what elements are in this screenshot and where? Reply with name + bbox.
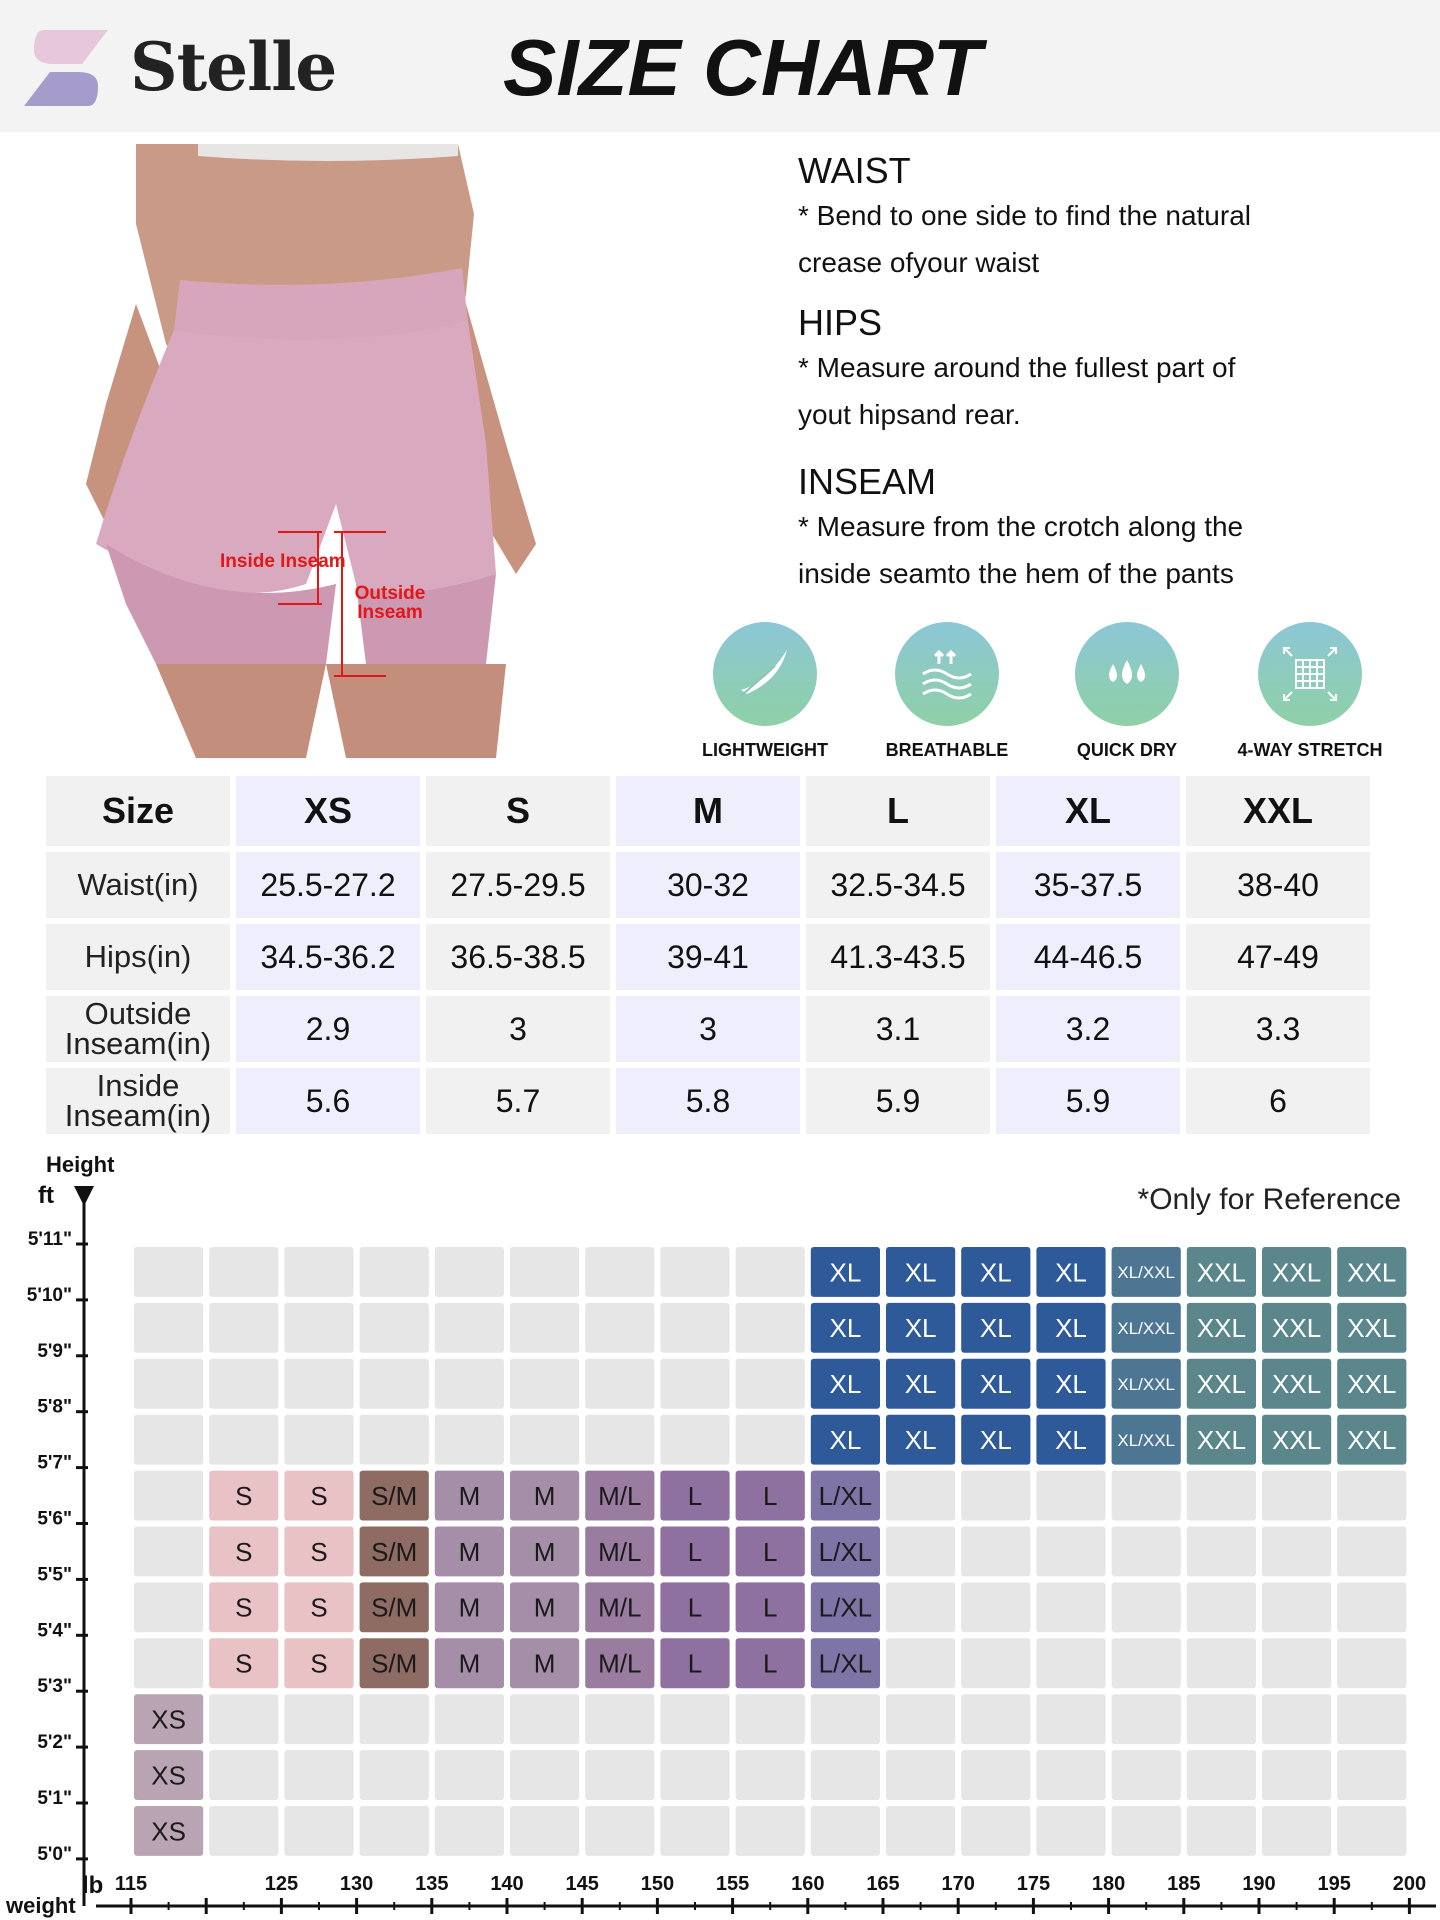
table-cell: 35-37.5 <box>996 852 1180 918</box>
x-tick-label: 130 <box>339 1873 374 1895</box>
empty-cell <box>660 1303 729 1353</box>
inseam-line-1: * Measure from the crotch along the <box>798 511 1244 542</box>
x-tick-label: 165 <box>866 1873 900 1895</box>
feature-label: 4-WAY STRETCH <box>1237 740 1383 760</box>
empty-cell <box>1036 1638 1105 1688</box>
empty-cell <box>1187 1750 1256 1800</box>
row-label: Waist(in) <box>46 852 230 918</box>
empty-cell <box>134 1415 203 1465</box>
y-axis-arrow-icon <box>74 1186 94 1206</box>
empty-cell <box>1036 1471 1105 1521</box>
size-cell-label: S <box>310 1536 328 1567</box>
brand-name: Stelle <box>130 28 337 106</box>
x-tick-label: 200 <box>1392 1873 1427 1895</box>
empty-cell <box>1112 1638 1181 1688</box>
empty-cell <box>360 1359 429 1409</box>
x-tick-label: 185 <box>1167 1873 1201 1895</box>
empty-cell <box>360 1303 429 1353</box>
empty-cell <box>660 1806 729 1856</box>
size-cell-label: M <box>458 1648 481 1679</box>
feature-label: BREATHABLE <box>885 740 1009 760</box>
empty-cell <box>736 1806 805 1856</box>
feature-label: QUICK DRY <box>1076 740 1178 760</box>
empty-cell <box>1187 1694 1256 1744</box>
size-cell-label: XL <box>979 1313 1012 1344</box>
feature-label: LIGHTWEIGHT <box>702 740 828 760</box>
empty-cell <box>1036 1806 1105 1856</box>
empty-cell <box>961 1582 1030 1632</box>
empty-cell <box>134 1471 203 1521</box>
empty-cell <box>886 1527 955 1577</box>
empty-cell <box>1337 1806 1406 1856</box>
empty-cell <box>1262 1582 1331 1632</box>
empty-cell <box>1187 1638 1256 1688</box>
empty-cell <box>284 1750 353 1800</box>
size-cell-label: M <box>458 1592 481 1623</box>
empty-cell <box>585 1247 654 1297</box>
empty-cell <box>1262 1806 1331 1856</box>
empty-cell <box>736 1750 805 1800</box>
x-tick-label: 195 <box>1317 1873 1351 1895</box>
empty-cell <box>1337 1694 1406 1744</box>
empty-cell <box>1337 1638 1406 1688</box>
size-cell-label: S <box>235 1592 253 1623</box>
empty-cell <box>360 1806 429 1856</box>
empty-cell <box>660 1694 729 1744</box>
size-cell-label: L <box>762 1648 778 1679</box>
size-cell-label: XL <box>829 1257 862 1288</box>
table-cell: 3 <box>616 996 800 1062</box>
y-tick-label: 5'9" <box>37 1340 72 1362</box>
y-tick-label: 5'1" <box>37 1788 72 1809</box>
table-cell: 41.3-43.5 <box>806 924 990 990</box>
size-cell-label: XXL <box>1272 1313 1322 1344</box>
y-tick-label: 5'3" <box>37 1676 72 1698</box>
size-cell-label: S/M <box>371 1648 418 1679</box>
size-header-s: S <box>426 776 610 846</box>
size-header-l: L <box>806 776 990 846</box>
waist-heading: WAIST <box>798 150 911 191</box>
empty-cell <box>435 1359 504 1409</box>
empty-cell <box>1337 1471 1406 1521</box>
empty-cell <box>585 1694 654 1744</box>
table-cell: 5.8 <box>616 1068 800 1134</box>
size-cell-label: XXL <box>1347 1425 1397 1456</box>
waist-line-2: crease ofyour waist <box>798 247 1040 278</box>
size-cell-label: M/L <box>598 1480 642 1511</box>
x-axis-unit: lb <box>82 1872 104 1899</box>
size-cell-label: L/XL <box>818 1536 873 1567</box>
empty-cell <box>134 1582 203 1632</box>
size-cell-label: XXL <box>1196 1257 1246 1288</box>
empty-cell <box>886 1638 955 1688</box>
size-cell-label: XL <box>1055 1257 1087 1288</box>
size-cell-label: XXL <box>1196 1313 1246 1344</box>
empty-cell <box>1112 1806 1181 1856</box>
empty-cell <box>1262 1471 1331 1521</box>
size-cell-label: L <box>687 1592 703 1623</box>
empty-cell <box>284 1303 353 1353</box>
table-cell: 47-49 <box>1186 924 1370 990</box>
size-cell-label: XL <box>979 1425 1012 1456</box>
x-tick-label: 135 <box>415 1873 449 1895</box>
empty-cell <box>360 1694 429 1744</box>
empty-cell <box>209 1303 278 1353</box>
empty-cell <box>886 1694 955 1744</box>
empty-cell <box>209 1750 278 1800</box>
empty-cell <box>811 1806 880 1856</box>
empty-cell <box>1262 1694 1331 1744</box>
empty-cell <box>1036 1527 1105 1577</box>
size-cell-label: L <box>687 1480 703 1511</box>
empty-cell <box>736 1359 805 1409</box>
empty-cell <box>585 1303 654 1353</box>
y-tick-label: 5'5" <box>37 1564 72 1586</box>
y-tick-label: 5'7" <box>37 1452 72 1474</box>
size-cell-label: XL <box>904 1257 937 1288</box>
empty-cell <box>1036 1582 1105 1632</box>
y-tick-label: 5'11" <box>27 1229 72 1250</box>
empty-cell <box>360 1247 429 1297</box>
empty-cell <box>1262 1750 1331 1800</box>
empty-cell <box>961 1750 1030 1800</box>
empty-cell <box>585 1359 654 1409</box>
table-cell: 38-40 <box>1186 852 1370 918</box>
table-cell: 44-46.5 <box>996 924 1180 990</box>
table-cell: 5.9 <box>806 1068 990 1134</box>
size-cell-label: XL <box>1055 1369 1087 1400</box>
empty-cell <box>660 1359 729 1409</box>
size-cell-label: XS <box>151 1760 186 1791</box>
reference-note: *Only for Reference <box>1137 1183 1401 1216</box>
empty-cell <box>585 1415 654 1465</box>
empty-cell <box>1187 1527 1256 1577</box>
table-cell: 36.5-38.5 <box>426 924 610 990</box>
empty-cell <box>510 1806 579 1856</box>
size-cell-label: XL <box>904 1313 937 1344</box>
table-cell: 5.7 <box>426 1068 610 1134</box>
table-cell: 27.5-29.5 <box>426 852 610 918</box>
empty-cell <box>134 1638 203 1688</box>
empty-cell <box>736 1415 805 1465</box>
empty-cell <box>209 1415 278 1465</box>
size-cell-label: L/XL <box>818 1592 873 1623</box>
empty-cell <box>209 1359 278 1409</box>
empty-cell <box>435 1694 504 1744</box>
table-cell: 6 <box>1186 1068 1370 1134</box>
hips-line-2: yout hipsand rear. <box>798 399 1021 430</box>
empty-cell <box>736 1247 805 1297</box>
size-cell-label: XS <box>151 1704 186 1735</box>
size-cell-label: XL <box>829 1369 862 1400</box>
size-cell-label: L/XL <box>818 1480 873 1511</box>
size-cell-label: XL/XXL <box>1117 1263 1176 1283</box>
empty-cell <box>510 1694 579 1744</box>
empty-cell <box>1112 1582 1181 1632</box>
size-cell-label: M <box>533 1592 556 1623</box>
empty-cell <box>811 1750 880 1800</box>
empty-cell <box>209 1694 278 1744</box>
empty-cell <box>736 1694 805 1744</box>
size-cell-label: XXL <box>1196 1369 1246 1400</box>
empty-cell <box>284 1806 353 1856</box>
empty-cell <box>585 1750 654 1800</box>
size-cell-label: S/M <box>371 1536 418 1567</box>
size-cell-label: L <box>762 1592 778 1623</box>
size-cell-label: L/XL <box>818 1648 873 1679</box>
size-cell-label: S <box>235 1648 253 1679</box>
empty-cell <box>886 1750 955 1800</box>
y-tick-label: 5'4" <box>37 1620 72 1642</box>
size-cell-label: M <box>458 1536 481 1567</box>
empty-cell <box>510 1415 579 1465</box>
empty-cell <box>134 1247 203 1297</box>
size-cell-label: XL <box>1055 1313 1087 1344</box>
size-header-xs: XS <box>236 776 420 846</box>
size-cell-label: L <box>687 1536 703 1567</box>
size-cell-label: S <box>235 1536 253 1567</box>
empty-cell <box>961 1471 1030 1521</box>
empty-cell <box>961 1638 1030 1688</box>
empty-cell <box>510 1247 579 1297</box>
empty-cell <box>360 1750 429 1800</box>
size-cell-label: XL <box>1055 1425 1087 1456</box>
empty-cell <box>1112 1527 1181 1577</box>
size-cell-label: M <box>458 1480 481 1511</box>
size-cell-label: XS <box>151 1816 186 1847</box>
table-cell: 34.5-36.2 <box>236 924 420 990</box>
empty-cell <box>284 1694 353 1744</box>
outside-inseam-label: Outside Inseam <box>354 583 426 623</box>
x-tick-label: 150 <box>640 1873 675 1895</box>
hips-heading: HIPS <box>798 302 883 343</box>
empty-cell <box>1112 1694 1181 1744</box>
empty-cell <box>209 1247 278 1297</box>
size-header-label: Size <box>46 776 230 846</box>
size-cell-label: XXL <box>1347 1369 1397 1400</box>
size-cell-label: XL <box>904 1369 937 1400</box>
empty-cell <box>134 1527 203 1577</box>
empty-cell <box>435 1415 504 1465</box>
size-cell-label: M/L <box>598 1536 642 1567</box>
row-label-line: Outside <box>84 996 192 1031</box>
x-axis-label: weight <box>6 1893 76 1918</box>
empty-cell <box>284 1359 353 1409</box>
inseam-heading: INSEAM <box>798 461 937 502</box>
empty-cell <box>1036 1750 1105 1800</box>
empty-cell <box>961 1806 1030 1856</box>
empty-cell <box>886 1471 955 1521</box>
x-tick-label: 160 <box>791 1873 825 1895</box>
empty-cell <box>510 1750 579 1800</box>
y-axis-label: Height <box>46 1152 115 1177</box>
empty-cell <box>134 1359 203 1409</box>
empty-cell <box>811 1694 880 1744</box>
table-cell: 3.2 <box>996 996 1180 1062</box>
table-cell: 3.3 <box>1186 996 1370 1062</box>
empty-cell <box>510 1359 579 1409</box>
size-cell-label: XXL <box>1196 1425 1246 1456</box>
empty-cell <box>585 1806 654 1856</box>
empty-cell <box>660 1415 729 1465</box>
size-cell-label: XL <box>979 1257 1012 1288</box>
empty-cell <box>886 1582 955 1632</box>
empty-cell <box>510 1303 579 1353</box>
size-cell-label: XXL <box>1272 1257 1322 1288</box>
empty-cell <box>1337 1527 1406 1577</box>
x-tick-label: 115 <box>114 1873 148 1895</box>
x-tick-label: 180 <box>1091 1873 1126 1895</box>
row-label-line: Inseam(in) <box>64 1098 212 1133</box>
table-cell: 5.9 <box>996 1068 1180 1134</box>
y-tick-label: 5'2" <box>37 1732 72 1754</box>
empty-cell <box>1187 1806 1256 1856</box>
empty-cell <box>961 1694 1030 1744</box>
y-axis-unit: ft <box>38 1182 54 1209</box>
size-cell-label: L <box>687 1648 703 1679</box>
waist-line-1: * Bend to one side to find the natural <box>798 200 1251 231</box>
y-tick-label: 5'0" <box>37 1843 72 1865</box>
empty-cell <box>1112 1750 1181 1800</box>
y-tick-label: 5'8" <box>37 1396 72 1418</box>
size-header-m: M <box>616 776 800 846</box>
table-cell: 3 <box>426 996 610 1062</box>
size-cell-label: XXL <box>1347 1257 1397 1288</box>
size-cell-label: S <box>310 1592 328 1623</box>
size-cell-label: S/M <box>371 1592 418 1623</box>
empty-cell <box>360 1415 429 1465</box>
size-cell-label: XL <box>829 1425 862 1456</box>
table-cell: 5.6 <box>236 1068 420 1134</box>
x-tick-label: 170 <box>941 1873 975 1895</box>
empty-cell <box>209 1806 278 1856</box>
table-cell: 39-41 <box>616 924 800 990</box>
page-title: SIZE CHART <box>503 23 982 112</box>
size-cell-label: S <box>310 1480 328 1511</box>
size-cell-label: M/L <box>598 1592 642 1623</box>
size-cell-label: XL <box>979 1369 1012 1400</box>
size-cell-label: XXL <box>1347 1313 1397 1344</box>
row-label-line: Inseam(in) <box>64 1026 212 1061</box>
empty-cell <box>435 1247 504 1297</box>
size-header-xl: XL <box>996 776 1180 846</box>
empty-cell <box>134 1303 203 1353</box>
size-cell-label: M/L <box>598 1648 642 1679</box>
empty-cell <box>1036 1694 1105 1744</box>
empty-cell <box>1337 1582 1406 1632</box>
table-cell: 25.5-27.2 <box>236 852 420 918</box>
size-cell-label: M <box>533 1536 556 1567</box>
table-cell: 2.9 <box>236 996 420 1062</box>
table-cell: 3.1 <box>806 996 990 1062</box>
x-tick-label: 155 <box>715 1873 750 1895</box>
row-label: Hips(in) <box>46 924 230 990</box>
empty-cell <box>1187 1471 1256 1521</box>
empty-cell <box>660 1750 729 1800</box>
size-cell-label: L <box>762 1480 778 1511</box>
size-cell-label: M <box>533 1480 556 1511</box>
empty-cell <box>1187 1582 1256 1632</box>
size-cell-label: XXL <box>1272 1369 1322 1400</box>
empty-cell <box>435 1750 504 1800</box>
row-label-line: Inside <box>96 1068 180 1103</box>
size-cell-label: S <box>310 1648 328 1679</box>
inside-inseam-label: Inside Inseam <box>220 551 346 572</box>
x-tick-label: 140 <box>490 1873 524 1895</box>
size-cell-label: XL/XXL <box>1117 1318 1176 1338</box>
size-cell-label: XXL <box>1272 1425 1322 1456</box>
empty-cell <box>886 1806 955 1856</box>
empty-cell <box>435 1806 504 1856</box>
empty-cell <box>284 1247 353 1297</box>
hips-line-1: * Measure around the fullest part of <box>798 352 1236 383</box>
empty-cell <box>435 1303 504 1353</box>
size-cell-label: XL <box>829 1313 862 1344</box>
size-cell-label: S/M <box>371 1480 418 1511</box>
inseam-line-2: inside seamto the hem of the pants <box>798 558 1234 589</box>
empty-cell <box>1112 1471 1181 1521</box>
y-tick-label: 5'6" <box>37 1508 72 1530</box>
size-cell-label: XL/XXL <box>1117 1374 1176 1394</box>
empty-cell <box>1262 1527 1331 1577</box>
size-header-xxl: XXL <box>1186 776 1370 846</box>
x-tick-label: 175 <box>1016 1873 1051 1895</box>
size-cell-label: S <box>235 1480 253 1511</box>
empty-cell <box>1262 1638 1331 1688</box>
empty-cell <box>736 1303 805 1353</box>
size-cell-label: XL/XXL <box>1117 1430 1176 1450</box>
y-tick-label: 5'10" <box>26 1284 72 1306</box>
size-cell-label: XL <box>904 1425 937 1456</box>
empty-cell <box>284 1415 353 1465</box>
table-cell: 30-32 <box>616 852 800 918</box>
size-cell-label: M <box>533 1648 556 1679</box>
x-tick-label: 125 <box>264 1873 299 1895</box>
empty-cell <box>660 1247 729 1297</box>
table-cell: 32.5-34.5 <box>806 852 990 918</box>
empty-cell <box>1337 1750 1406 1800</box>
size-cell-label: L <box>762 1536 778 1567</box>
x-tick-label: 145 <box>565 1873 599 1895</box>
empty-cell <box>961 1527 1030 1577</box>
x-tick-label: 190 <box>1242 1873 1276 1895</box>
